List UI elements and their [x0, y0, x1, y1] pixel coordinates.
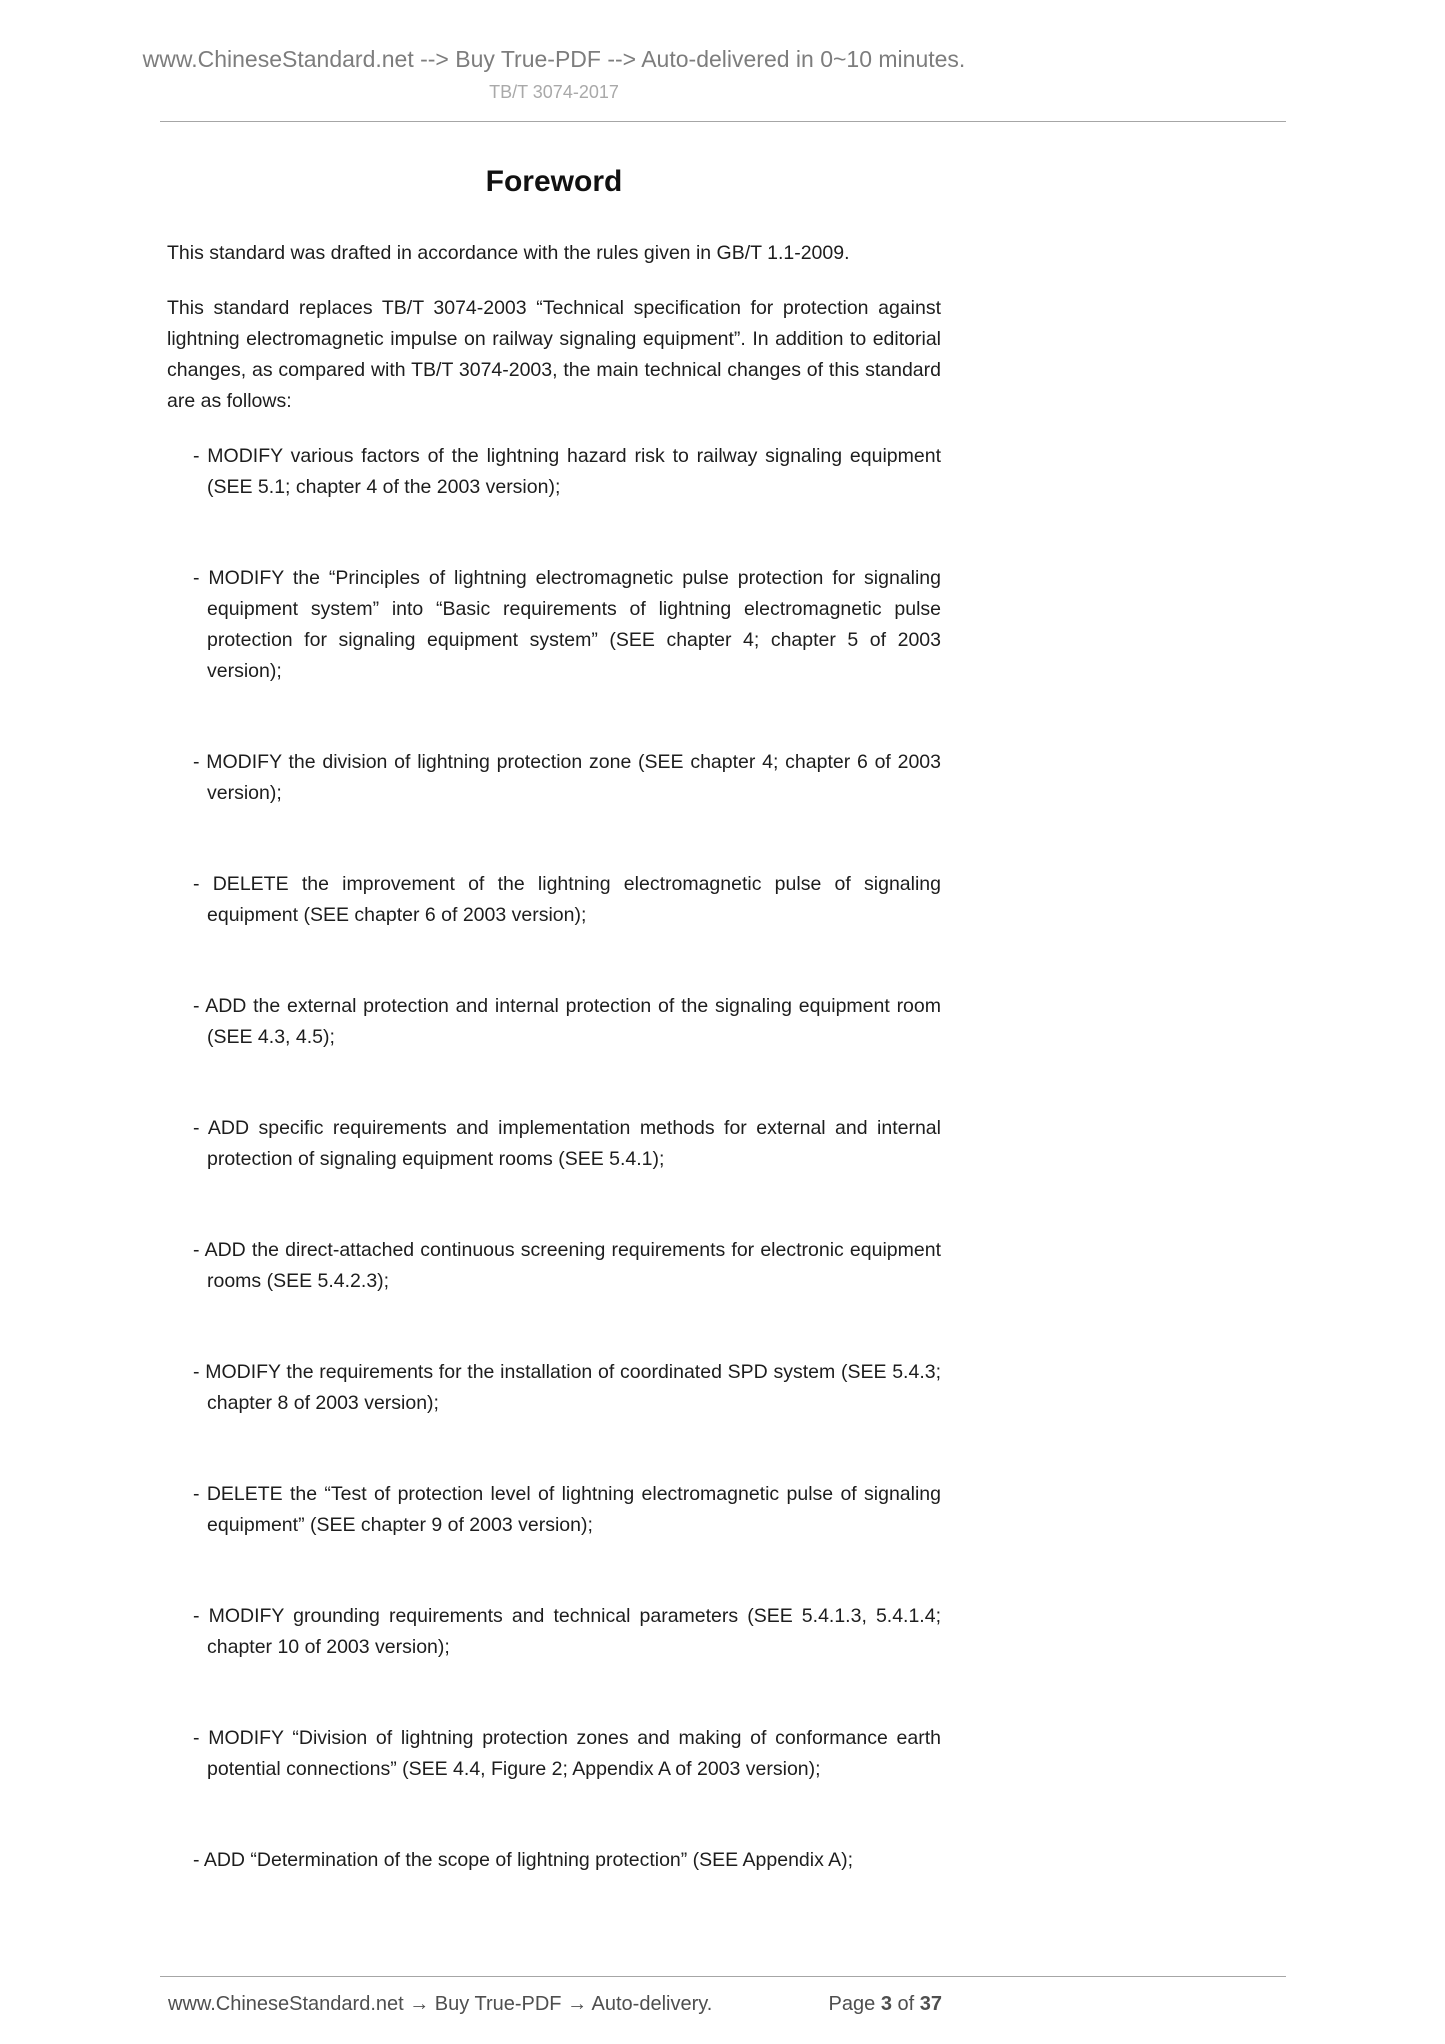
header-banner: www.ChineseStandard.net --> Buy True-PDF --> Auto-delivered in 0~10 minutes. [142, 46, 966, 72]
page-number [829, 1992, 942, 2016]
page-footer [0, 1976, 1445, 2044]
footer-divider [160, 1976, 1286, 1977]
page-word: Page [828, 1993, 876, 2015]
page-total: 37 [919, 1993, 942, 2015]
document-content [167, 164, 941, 1876]
page-current: 3 [880, 1993, 892, 2015]
header-standard-number: TB/T 3074-2017 [489, 82, 619, 102]
change-item: - MODIFY various factors of the lightning hazard risk to railway signaling equipment (SEE 5.1; chapter 4 of the 2003 version); [193, 445, 941, 498]
footer-site-line: www.ChineseStandard.net → Buy True-PDF → Auto-delivery. [168, 1993, 713, 2015]
paragraph-drafting: This standard was drafted in accordance with the rules given in GB/T 1.1-2009. [167, 242, 850, 264]
change-item: - DELETE the improvement of the lightning electromagnetic pulse of signaling equipment (SEE chapter 6 of 2003 version); [193, 873, 941, 926]
change-item: - MODIFY the division of lightning protection zone (SEE chapter 4; chapter 6 of 2003 version); [193, 751, 941, 804]
paragraph-replaces: This standard replaces TB/T 3074-2003 “Technical specification for protection against lightning electromagnetic impulse on railway signaling equipment”. In addition to editorial changes, as compared with TB/T 3074-2003, the main technical changes of this standard are as follows: [167, 297, 941, 412]
change-item: - MODIFY grounding requirements and technical parameters (SEE 5.4.1.3, 5.4.1.4; chapter 10 of 2003 version); [193, 1605, 941, 1658]
foreword-title: Foreword [485, 165, 623, 198]
change-item: - DELETE the “Test of protection level of lightning electromagnetic pulse of signaling equipment” (SEE chapter 9 of 2003 version); [193, 1483, 941, 1536]
of-word: of [897, 1993, 915, 2015]
change-item: - MODIFY “Division of lightning protection zones and making of conformance earth potential connections” (SEE 4.4, Figure 2; Appendix A of 2003 version); [193, 1727, 941, 1780]
change-item: - ADD “Determination of the scope of lightning protection” (SEE Appendix A); [193, 1849, 854, 1871]
technical-changes-list [167, 441, 941, 1876]
change-item: - MODIFY the “Principles of lightning electromagnetic pulse protection for signaling equipment system” into “Basic requirements of lightning electromagnetic pulse protection for signaling equipment system” (SEE chapter 4; chapter 5 of 2003 version); [193, 567, 941, 682]
change-item: - ADD the direct-attached continuous screening requirements for electronic equipment rooms (SEE 5.4.2.3); [193, 1239, 941, 1292]
change-item: - ADD the external protection and internal protection of the signaling equipment room (SEE 4.3, 4.5); [193, 995, 941, 1048]
change-item: - MODIFY the requirements for the installation of coordinated SPD system (SEE 5.4.3; chapter 8 of 2003 version); [193, 1361, 941, 1414]
header-divider [160, 121, 1286, 122]
change-item: - ADD specific requirements and implementation methods for external and internal protection of signaling equipment rooms (SEE 5.4.1); [193, 1117, 941, 1170]
page-header [0, 0, 1108, 103]
